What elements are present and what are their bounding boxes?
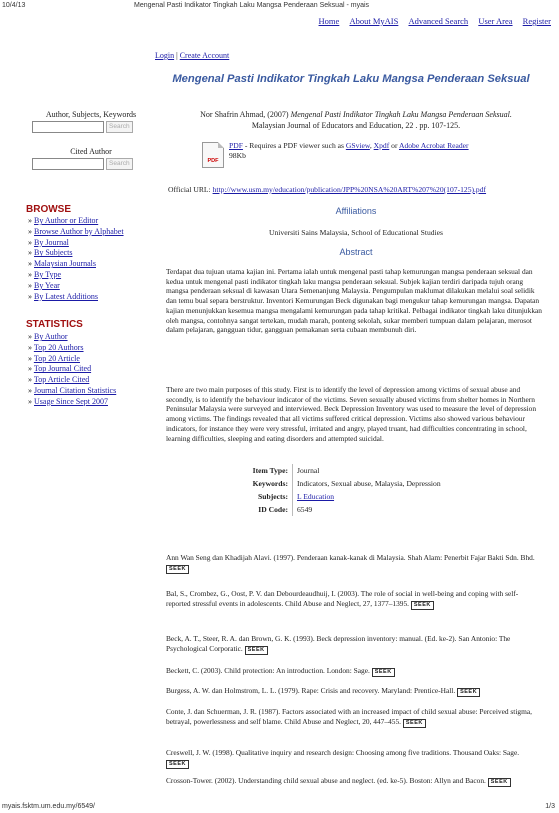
seek-button[interactable]: SEEK: [245, 646, 268, 655]
stats-item[interactable]: » Top 20 Article: [28, 354, 116, 365]
abstract-english: There are two main purposes of this study. First is to identify the level of depression among victims of sexual abuse and secondly, is to identify the behaviour indicator of the victims. Seven sexually abused victims from shelter homes in Northern Peninsular Malaysia were surveyed and interviewed. Beck Depression Inventory was used to measure the level of depression among victims. The findings revealed that all victims suffered critical depression. Victims also showed various behaviour indicators, for instance they were very stressful, irritated and angry, played truant, had difficulties concentrating in school, learning difficulties, sleeping and eating disorders and attempted suicidal.: [166, 385, 537, 443]
reference-item: Beck, A. T., Steer, R. A. dan Brown, G. K. (1993). Beck depression inventory: manual. (Ed. ke-2). San Antonio: The Psychological Corporatic. SEEK: [166, 634, 511, 653]
acrobat-link[interactable]: Adobe Acrobat Reader: [398, 141, 469, 150]
cited-author-label: Cited Author: [70, 147, 112, 156]
nav-register[interactable]: Register: [522, 16, 551, 26]
search-input[interactable]: [32, 121, 104, 133]
reference-item: Ann Wan Seng dan Khadijah Alavi. (1997). Penderaan kanak-kanak di Malaysia. Shah Alam: Penerbit Fajar Bakti Sdn. Bhd. SEEK: [166, 553, 535, 572]
browse-list: [28, 216, 124, 302]
stats-item[interactable]: » Top 20 Authors: [28, 343, 116, 354]
search-button[interactable]: Search: [106, 121, 133, 133]
official-url: Official URL: http://www.usm.my/education/publication/JPP%20NSA%20ART%207%20(107-125).pdf: [168, 185, 487, 194]
metadata-table: [236, 464, 445, 516]
page-title: Mengenal Pasti Indikator Tingkah Laku Mangsa Penderaan Seksual: [172, 73, 530, 85]
browse-item[interactable]: » By Subjects: [28, 248, 124, 259]
nav-about[interactable]: About MyAIS: [349, 16, 399, 26]
citation: [166, 109, 546, 131]
meta-row: ID Code: 6549: [236, 503, 445, 516]
affiliations-heading: Affiliations: [335, 206, 377, 216]
seek-button[interactable]: SEEK: [166, 565, 189, 574]
meta-row: Item Type: Journal: [236, 464, 445, 477]
auth-separator: |: [176, 51, 178, 60]
create-account-link[interactable]: Create Account: [179, 51, 230, 60]
seek-button[interactable]: SEEK: [403, 719, 426, 728]
reference-item: Beckett, C. (2003). Child protection: An introduction. London: Sage. SEEK: [166, 666, 542, 677]
seek-button[interactable]: SEEK: [166, 760, 189, 769]
browse-item[interactable]: » By Type: [28, 270, 124, 281]
meta-row: Subjects: L Education: [236, 490, 445, 503]
statistics-list: [28, 332, 116, 408]
stats-item[interactable]: » Usage Since Sept 2007: [28, 397, 116, 408]
pdf-download: PDF - Requires a PDF viewer such as GSview, Xpdf or Adobe Acrobat Reader 98Kb: [229, 141, 469, 160]
stats-item[interactable]: » Journal Citation Statistics: [28, 386, 116, 397]
browse-title: BROWSE: [26, 204, 71, 215]
print-date: 10/4/13: [2, 2, 26, 9]
seek-button[interactable]: SEEK: [372, 668, 395, 677]
sidebar: [26, 110, 156, 170]
stats-item[interactable]: » Top Article Cited: [28, 375, 116, 386]
statistics-title: STATISTICS: [26, 319, 83, 330]
citation-title: Mengenal Pasti Indikator Tingkah Laku Mangsa Penderaan Seksual.: [290, 110, 512, 119]
top-navigation: [311, 16, 551, 26]
xpdf-link[interactable]: Xpdf: [373, 141, 390, 150]
stats-item[interactable]: » By Author: [28, 332, 116, 343]
nav-home[interactable]: Home: [318, 16, 340, 26]
browse-item[interactable]: » By Journal: [28, 238, 124, 249]
subject-link[interactable]: L Education: [297, 492, 335, 501]
reference-item: Crosson-Tower. (2002). Understanding child sexual abuse and neglect. (ed. ke-5). Boston: Allyn and Bacon. SEEK: [166, 776, 542, 787]
abstract-heading: Abstract: [339, 247, 373, 257]
browse-item[interactable]: » By Year: [28, 281, 124, 292]
pdf-size: 98Kb: [229, 151, 246, 160]
reference-item: Burgess, A. W. dan Holmstrom, L. L. (1979). Rape: Crisis and recovery. Maryland: Prentice-Hall. SEEK: [166, 686, 542, 697]
seek-button[interactable]: SEEK: [488, 778, 511, 787]
browse-item[interactable]: » By Author or Editor: [28, 216, 124, 227]
reference-item: Conte, J. dan Schuerman, J. R. (1987). Factors associated with an increased impact of child sexual abuse: Perceived stigma, betrayal, powerlessness and self blame. Child Abuse and Neglect, 20, 447–455. SEEK: [166, 707, 532, 726]
print-page-number: 1/3: [545, 803, 555, 810]
pdf-file-icon[interactable]: PDF: [202, 142, 224, 168]
nav-user-area[interactable]: User Area: [478, 16, 513, 26]
stats-item[interactable]: » Top Journal Cited: [28, 364, 116, 375]
abstract-malay: Terdapat dua tujuan utama kajian ini. Pertama ialah untuk mengenal pasti tahap kemurungan mangsa penderaan seksual dan kedua untuk mengenal pasti indikator tingkah laku mangsa penderaan seksual. Subjek kajian terdiri daripada tujuh orang mangsa penderaan seksual di kawasan Utara Semenanjung Malaysia. Pengumpulan maklumat dilakukan melalui soal selidik dan temu bual separa berstruktur. Inventori Kemurungan Beck digunakan bagi mengukur tahap kemurungan mangsa. Dapatan kajian menunjukkan kesemua mangsa mengalami kemurungan pada tahap kritikal. Pelbagai indikator tingkah laku ditunjukkan oleh mangsa, contohnya sangat tertekan, mudah marah, ponteng sekolah, sukar memberi tumpuan dalam pelajaran, merosot dalam pelajaran, gangguan tidur, gangguan pemakanan serta cubaan membunuh diri.: [166, 267, 542, 335]
cited-author-input[interactable]: [32, 158, 104, 170]
official-url-link[interactable]: http://www.usm.my/education/publication/JPP%20NSA%20ART%207%20(107-125).pdf: [212, 185, 487, 194]
gsview-link[interactable]: GSview: [345, 141, 370, 150]
print-title: Mengenal Pasti Indikator Tingkah Laku Mangsa Penderaan Seksual - myais: [134, 2, 370, 9]
browse-item[interactable]: » Malaysian Journals: [28, 259, 124, 270]
reference-item: Creswell, J. W. (1998). Qualitative inquiry and research design: Choosing among five traditions. Thousand Oaks: Sage. SEEK: [166, 748, 520, 767]
seek-button[interactable]: SEEK: [411, 601, 434, 610]
browse-item[interactable]: » By Latest Additions: [28, 292, 124, 303]
pdf-link[interactable]: PDF: [229, 141, 243, 150]
reference-item: Bal, S., Crombez, G., Oost, P. V. dan Debourdeaudhuij, I. (2003). The role of social in well-being and coping with self-reported stressful events in adolescents. Child Abuse and Neglect, 27, 1377–1395. SEEK: [166, 589, 519, 608]
browse-item[interactable]: » Browse Author by Alphabet: [28, 227, 124, 238]
login-link[interactable]: Login: [155, 51, 175, 60]
meta-row: Keywords: Indicators, Sexual abuse, Malaysia, Depression: [236, 477, 445, 490]
print-url: myais.fsktm.um.edu.my/6549/: [2, 803, 95, 810]
auth-links: [155, 51, 229, 60]
search-label: Author, Subjects, Keywords: [45, 110, 137, 119]
nav-advanced-search[interactable]: Advanced Search: [408, 16, 469, 26]
affiliation-text: Universiti Sains Malaysia, School of Educational Studies: [269, 228, 443, 237]
citation-author: Nor Shafrin Ahmad, (2007): [200, 110, 289, 119]
cited-search-button[interactable]: Search: [106, 158, 133, 170]
seek-button[interactable]: SEEK: [457, 688, 480, 697]
citation-journal: Malaysian Journal of Educators and Education, 22 . pp. 107-125.: [251, 121, 461, 130]
